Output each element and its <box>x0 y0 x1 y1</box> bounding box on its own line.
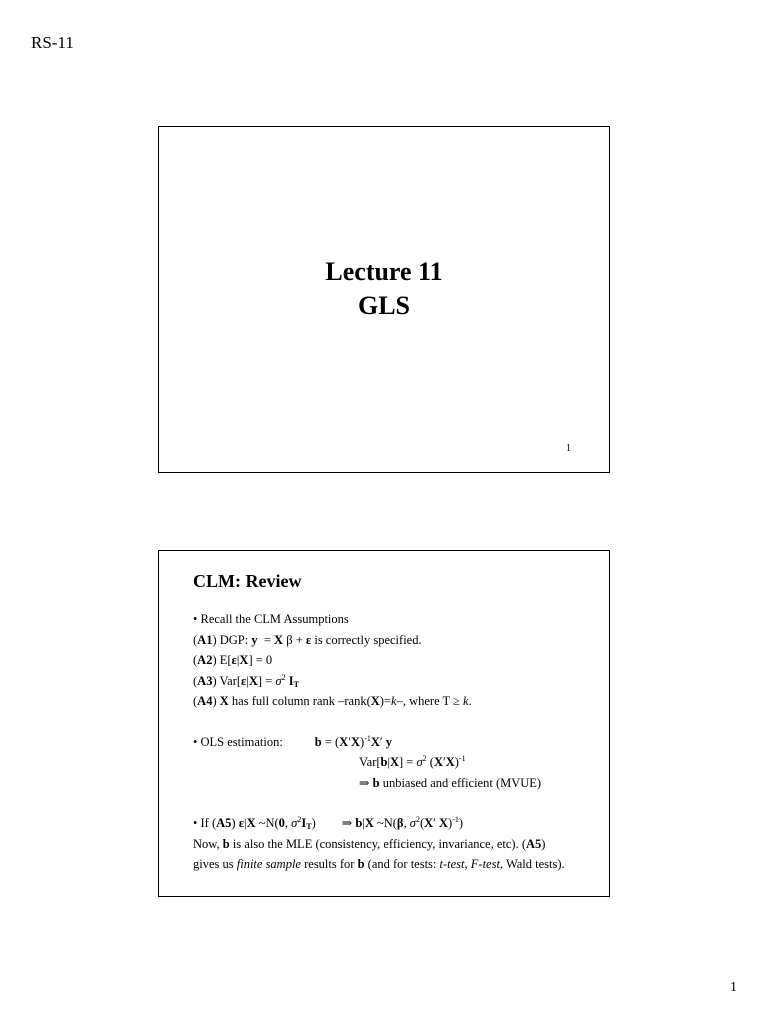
slide-1-title-line-2: GLS <box>357 291 411 320</box>
slide-1 <box>158 126 610 473</box>
page-number: 1 <box>730 980 737 995</box>
slide-2 <box>158 550 610 897</box>
slide-1-title-line-1: Lecture 11 <box>325 257 443 286</box>
mle-line-1: Now, b is also the MLE (consistency, efficiency, invariance, etc). (A5) <box>193 836 546 851</box>
ols-estimation-line: • OLS estimation: $b = (X'X)^{-1}X'$ y <box>193 733 392 749</box>
ols-variance-line: $Var[b|X] = \sigma^2$ $(X'X)^{-1}$ <box>359 754 466 769</box>
assumption-a1: (A1) DGP: y = X β + ε is correctly specified. <box>193 632 422 647</box>
mle-line-2: gives us finite sample results for b (and for tests: t-test, F-test, Wald tests). <box>193 857 565 871</box>
document-header: RS-11 <box>31 33 74 52</box>
slide-2-body <box>193 609 599 875</box>
slide-1-title <box>159 255 609 323</box>
assumption-a2: (A2) E[ε|X] = 0 <box>193 653 273 667</box>
assumption-a5-line: • If (A5) ε|X ~N(0, $\sigma^2I_T$) ⇒ b|X ~N(β, $\sigma^2(X'$ X)$^{-1}$) <box>193 815 464 831</box>
ols-unbiased-line: ⇒ b unbiased and efficient (MVUE) <box>359 775 542 790</box>
assumption-a3: (A3) $Var[\varepsilon|X] = \sigma^2$ $I_T$ <box>193 672 299 689</box>
assumption-a4: (A4) X has full column rank –rank(X)=k–, where T ≥ k. <box>193 694 472 708</box>
slide-1-number: 1 <box>566 443 571 454</box>
recall-line: • Recall the CLM Assumptions <box>193 612 349 626</box>
slide-2-title: CLM: Review <box>193 571 302 591</box>
